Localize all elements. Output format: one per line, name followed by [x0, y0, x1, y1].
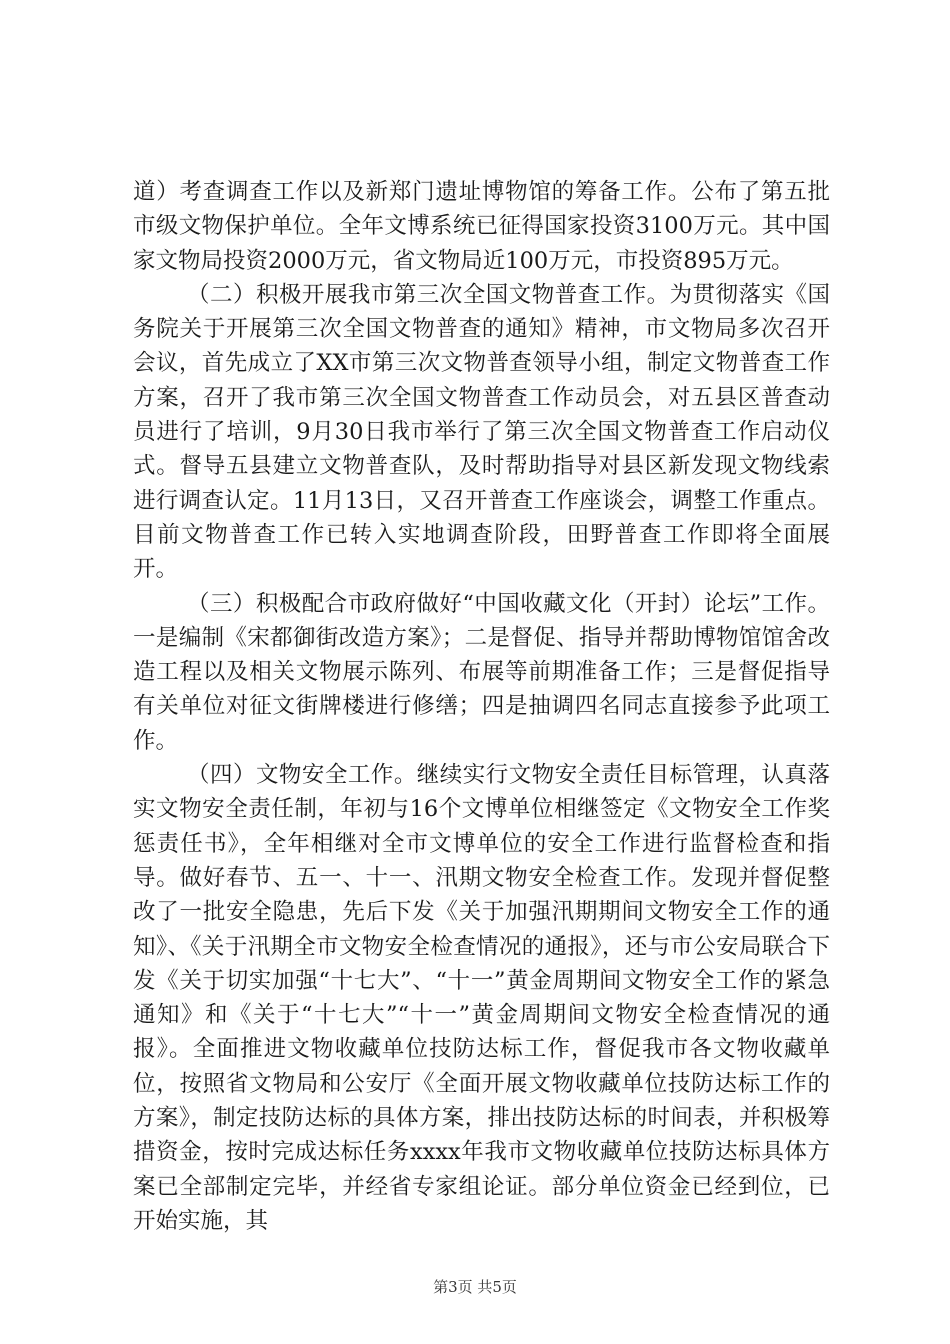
paragraph-continued: 道）考查调查工作以及新郑门遗址博物馆的筹备工作。公布了第五批市级文物保护单位。全年文博系统已征得国家投资3100万元。其中国家文物局投资2000万元，省文物局近100万元，市投资895万元。 — [133, 179, 830, 274]
page-footer: 第3页 共5页 — [433, 1278, 517, 1296]
document-body — [133, 175, 830, 1238]
paragraph-section-3: （三）积极配合市政府做好“中国收藏文化（开封）论坛”工作。一是编制《宋都御街改造方案》；二是督促、指导并帮助博物馆馆舍改造工程以及相关文物展示陈列、布展等前期准备工作；三是督促指导有关单位对征文街牌楼进行修缮；四是抽调四名同志直接参予此项工作。 — [133, 590, 830, 754]
paragraph-section-2: （二）积极开展我市第三次全国文物普查工作。为贯彻落实《国务院关于开展第三次全国文物普查的通知》精神，市文物局多次召开会议，首先成立了XX市第三次文物普查领导小组，制定文物普查工作方案，召开了我市第三次全国文物普查工作动员会，对五县区普查动员进行了培训，9月30日我市举行了第三次全国文物普查工作启动仪式。督导五县建立文物普查队，及时帮助指导对县区新发现文物线索进行调查认定。11月13日，又召开普查工作座谈会，调整工作重点。目前文物普查工作已转入实地调查阶段，田野普查工作即将全面展开。 — [133, 281, 830, 583]
paragraph-section-4: （四）文物安全工作。继续实行文物安全责任目标管理，认真落实文物安全责任制，年初与16个文博单位相继签定《文物安全工作奖惩责任书》，全年相继对全市文博单位的安全工作进行监督检查和指导。做好春节、五一、十一、汛期文物安全检查工作。发现并督促整改了一批安全隐患，先后下发《关于加强汛期期间文物安全工作的通知》、《关于汛期全市文物安全检查情况的通报》，还与市公安局联合下发《关于切实加强“十七大”、“十一”黄金周期间文物安全工作的紧急通知》和《关于“十七大”“十一”黄金周期间文物安全检查情况的通报》。全面推进文物收藏单位技防达标工作，督促我市各文物收藏单位，按照省文物局和公安厅《全面开展文物收藏单位技防达标工作的方案》，制定技防达标的具体方案，排出技防达标的时间表，并积极筹措资金，按时完成达标任务xxxx年我市文物收藏单位技防达标具体方案已全部制定完毕，并经省专家组论证。部分单位资金已经到位，已开始实施，其 — [133, 762, 830, 1234]
